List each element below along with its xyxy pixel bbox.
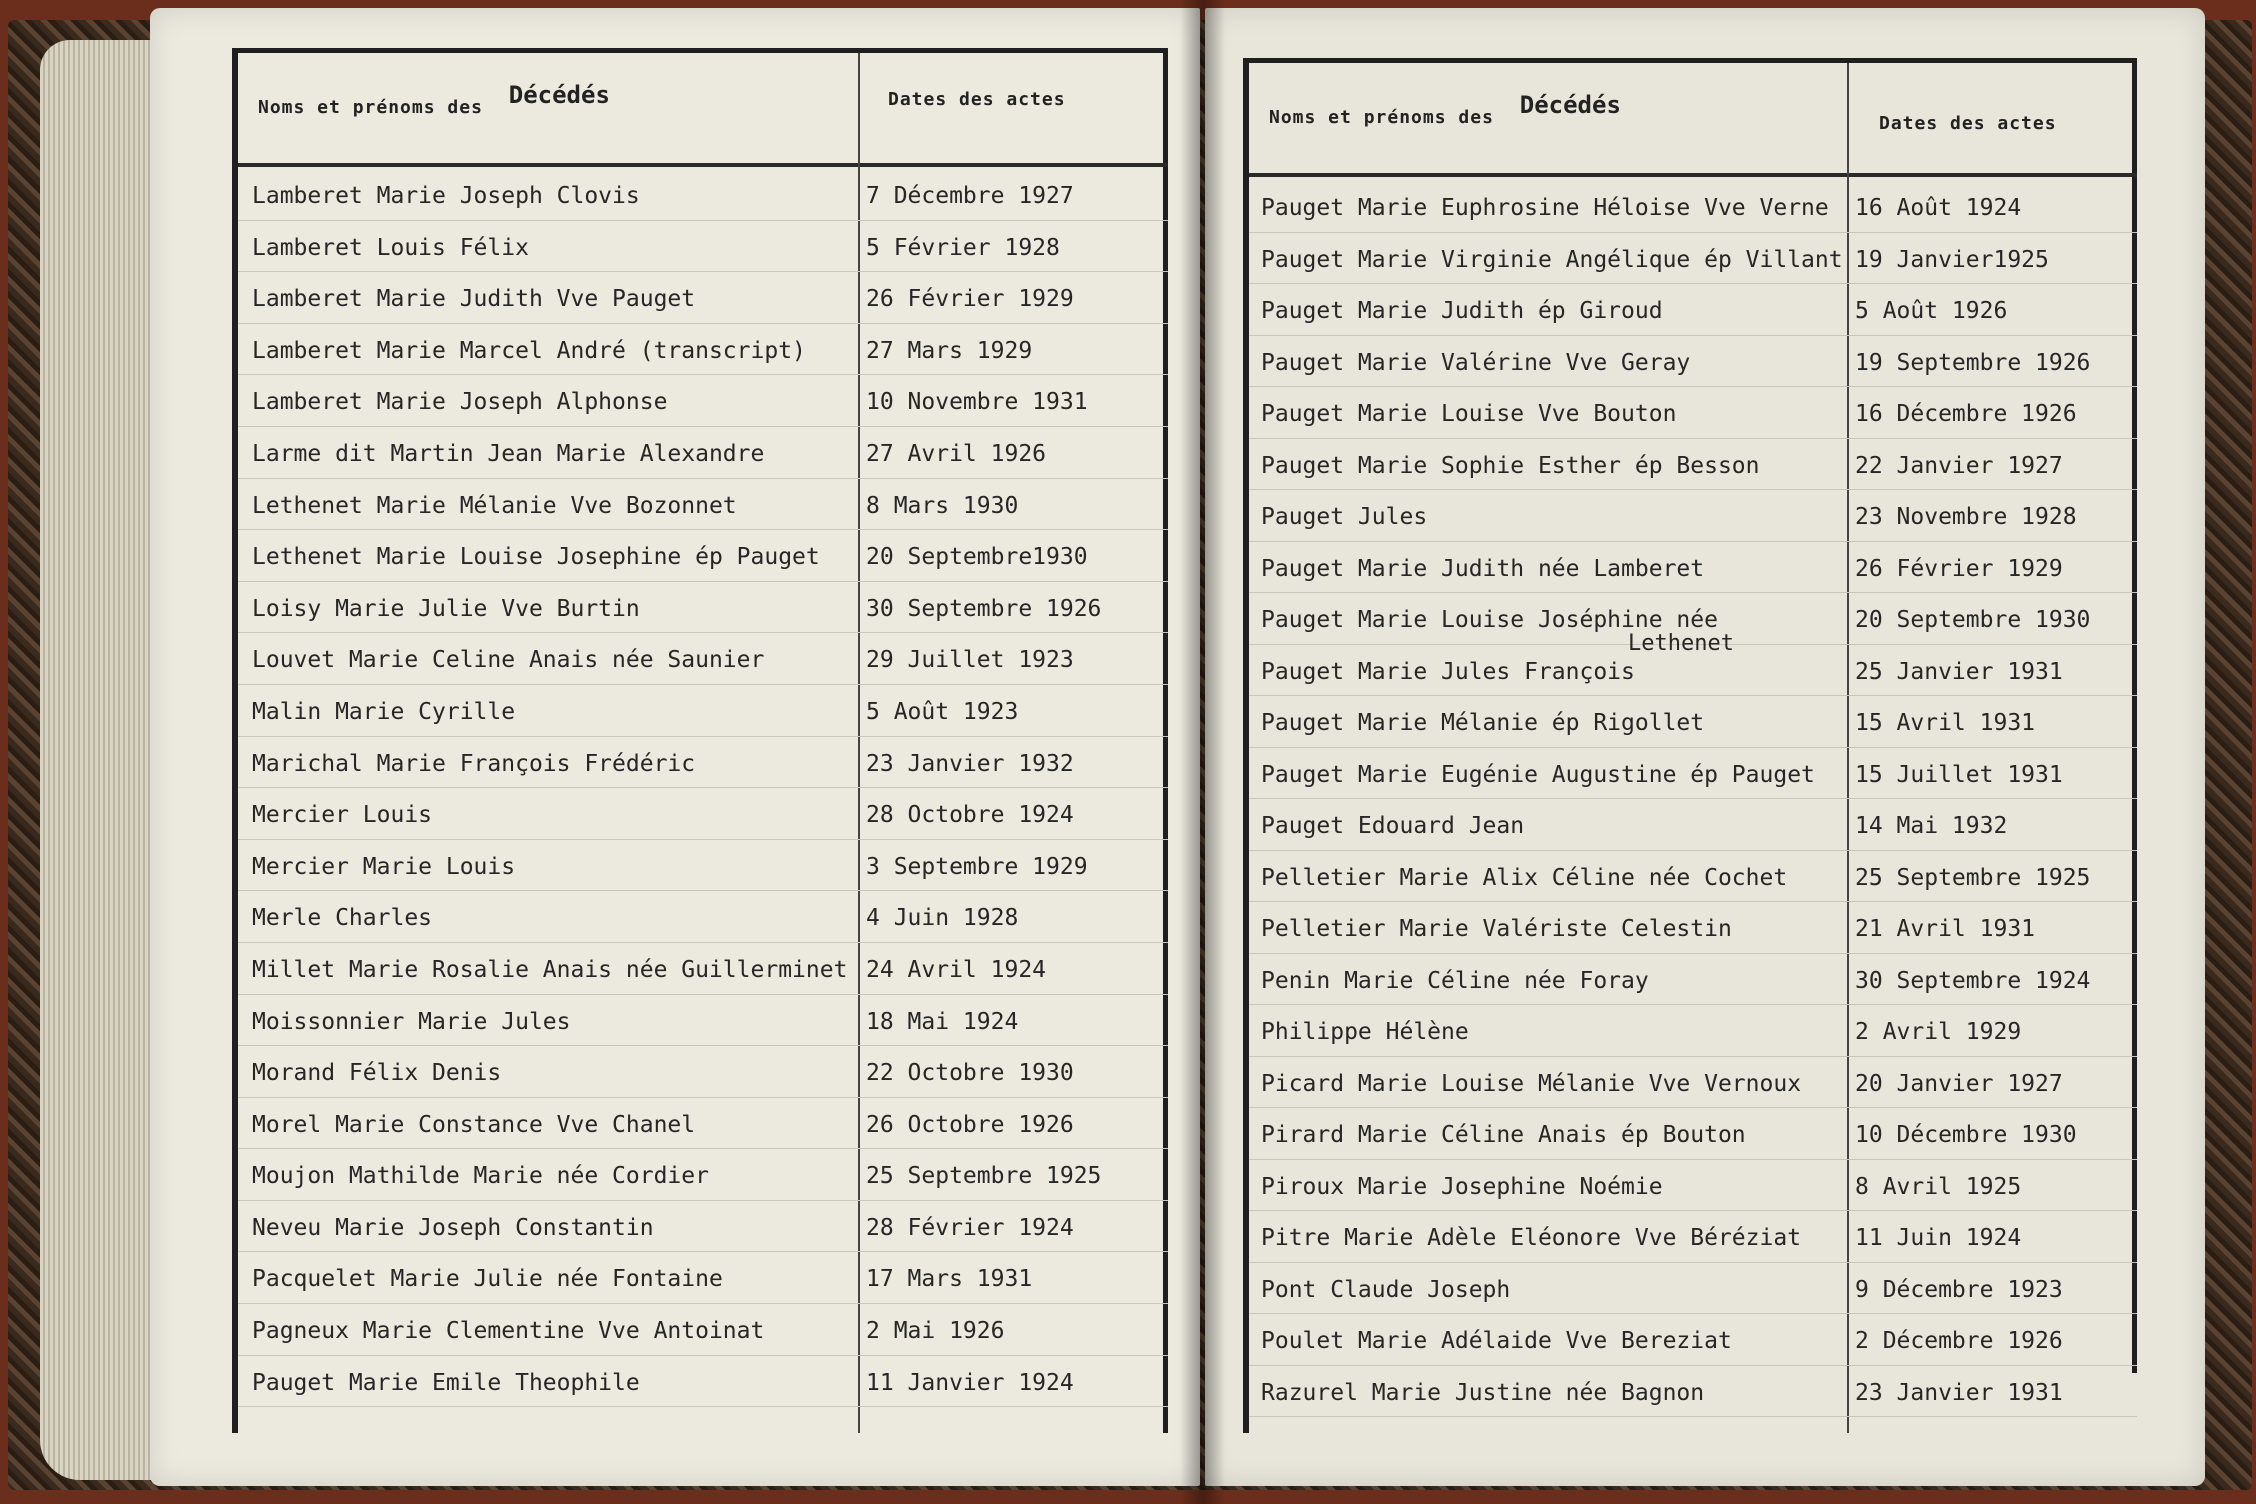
deceased-name bbox=[252, 905, 432, 931]
act-date: 21 Avril 1931 bbox=[1855, 916, 2036, 942]
deceased-name-text: Pauget Marie Mélanie ép Rigollet bbox=[1261, 710, 1705, 736]
deceased-name bbox=[252, 596, 640, 622]
deceased-name-text: Pauget Marie Jules François bbox=[1261, 658, 1635, 685]
deceased-name bbox=[252, 647, 764, 673]
deceased-name-text: Pagneux Marie Clementine Vve Antoinat bbox=[252, 1318, 765, 1345]
right-rows bbox=[1249, 181, 2137, 1417]
deceased-name-text: Pelletier Marie Valériste Celestin bbox=[1261, 916, 1732, 942]
deceased-name bbox=[1261, 401, 1676, 427]
act-date: 20 Septembre 1930 bbox=[1855, 607, 2091, 633]
act-date: 26 Octobre 1926 bbox=[866, 1111, 1074, 1138]
deceased-name-text: Lamberet Marie Joseph Alphonse bbox=[252, 389, 668, 416]
act-date: 5 Août 1926 bbox=[1855, 298, 2008, 324]
act-date: 10 Décembre 1930 bbox=[1855, 1122, 2077, 1148]
act-date: 20 Septembre1930 bbox=[866, 544, 1088, 571]
deceased-name-text: Pirard Marie Céline Anais ép Bouton bbox=[1261, 1122, 1746, 1148]
table-row bbox=[238, 1304, 1168, 1356]
deceased-name-text: Pauget Marie Judith ép Giroud bbox=[1261, 298, 1663, 324]
table-row bbox=[238, 530, 1168, 582]
table-row bbox=[238, 1149, 1168, 1201]
deceased-name bbox=[252, 1163, 709, 1189]
act-date: 27 Avril 1926 bbox=[866, 440, 1047, 467]
deceased-name-text: Pacquelet Marie Julie née Fontaine bbox=[252, 1266, 723, 1293]
deceased-name-text: Pelletier Marie Alix Céline née Cochet bbox=[1261, 864, 1788, 891]
table-row bbox=[238, 375, 1168, 427]
deceased-name bbox=[1261, 504, 1427, 530]
table-row bbox=[1249, 799, 2137, 851]
act-date: 16 Août 1924 bbox=[1855, 195, 2022, 221]
deceased-name bbox=[252, 389, 667, 415]
table-row bbox=[1249, 1057, 2137, 1109]
table-row bbox=[238, 1201, 1168, 1253]
table-row bbox=[1249, 439, 2137, 491]
deceased-name bbox=[1261, 813, 1524, 839]
act-date: 24 Avril 1924 bbox=[866, 956, 1047, 983]
deceased-name-text: Larme dit Martin Jean Marie Alexandre bbox=[252, 440, 765, 467]
deceased-name bbox=[252, 802, 432, 828]
table-row bbox=[238, 633, 1168, 685]
table-row bbox=[238, 427, 1168, 479]
table-row bbox=[238, 582, 1168, 634]
deceased-name bbox=[252, 1370, 640, 1396]
deceased-name-text: Lamberet Louis Félix bbox=[252, 234, 529, 261]
deceased-name-text: Pauget Marie Louise Joséphine née bbox=[1261, 607, 1718, 633]
table-row bbox=[1249, 696, 2137, 748]
deceased-name-text: Moissonnier Marie Jules bbox=[252, 1008, 571, 1035]
table-row bbox=[1249, 490, 2137, 542]
table-row bbox=[238, 479, 1168, 531]
deceased-name bbox=[252, 286, 695, 312]
deceased-name-text: Pauget Marie Eugénie Augustine ép Pauget bbox=[1261, 761, 1815, 788]
deceased-name-text: Loisy Marie Julie Vve Burtin bbox=[252, 595, 640, 622]
deceased-name bbox=[1261, 1071, 1801, 1097]
act-date: 8 Mars 1930 bbox=[866, 492, 1019, 519]
act-date: 17 Mars 1931 bbox=[866, 1266, 1033, 1293]
table-row bbox=[1249, 336, 2137, 388]
deceased-name-text: Moujon Mathilde Marie née Cordier bbox=[252, 1163, 709, 1190]
deceased-name bbox=[1261, 298, 1663, 324]
table-row bbox=[1249, 954, 2137, 1006]
act-date: 23 Janvier 1932 bbox=[866, 750, 1074, 777]
deceased-name-text: Mercier Louis bbox=[252, 802, 433, 829]
act-date: 26 Février 1929 bbox=[866, 286, 1074, 313]
deceased-name bbox=[1261, 865, 1787, 891]
deceased-name-text: Razurel Marie Justine née Bagnon bbox=[1261, 1379, 1705, 1406]
table-row bbox=[1249, 1160, 2137, 1212]
deceased-name bbox=[1261, 1174, 1663, 1200]
table-row bbox=[238, 685, 1168, 737]
deceased-name bbox=[252, 1215, 654, 1241]
deceased-name bbox=[252, 493, 737, 519]
deceased-name-text: Morand Félix Denis bbox=[252, 1060, 502, 1087]
act-date: 2 Décembre 1926 bbox=[1855, 1328, 2063, 1354]
deceased-name-text: Lamberet Marie Joseph Clovis bbox=[252, 183, 640, 209]
act-date: 8 Avril 1925 bbox=[1855, 1173, 2022, 1200]
deceased-name-text: Pauget Marie Virginie Angélique ép Villant bbox=[1261, 246, 1843, 273]
deceased-name bbox=[1261, 1019, 1469, 1045]
act-date: 9 Décembre 1923 bbox=[1855, 1276, 2063, 1303]
deceased-name-text: Morel Marie Constance Vve Chanel bbox=[252, 1111, 696, 1138]
deceased-name bbox=[1261, 659, 1635, 685]
deceased-name bbox=[1261, 195, 1829, 221]
deceased-name bbox=[252, 1266, 723, 1292]
deceased-name-text: Pauget Marie Valérine Vve Geray bbox=[1261, 349, 1691, 376]
deceased-name bbox=[1261, 968, 1649, 994]
deceased-name bbox=[252, 699, 515, 725]
deceased-name bbox=[1261, 916, 1732, 942]
deceased-name bbox=[1261, 556, 1704, 582]
deceased-name-text: Pauget Marie Emile Theophile bbox=[252, 1369, 640, 1396]
act-date: 4 Juin 1928 bbox=[866, 905, 1019, 932]
deceased-name-text: Louvet Marie Celine Anais née Saunier bbox=[252, 647, 765, 674]
act-date: 10 Novembre 1931 bbox=[866, 389, 1088, 416]
left-register-table bbox=[232, 48, 1168, 1433]
table-row bbox=[238, 1046, 1168, 1098]
act-date: 25 Septembre 1925 bbox=[1855, 864, 2091, 891]
deceased-name bbox=[252, 1060, 501, 1086]
act-date: 23 Novembre 1928 bbox=[1855, 504, 2077, 530]
table-row bbox=[238, 840, 1168, 892]
table-row bbox=[1249, 748, 2137, 800]
act-date: 2 Mai 1926 bbox=[866, 1318, 1005, 1345]
deceased-name bbox=[252, 751, 695, 777]
deceased-name bbox=[252, 1112, 695, 1138]
table-row bbox=[1249, 181, 2137, 233]
table-row bbox=[1249, 233, 2137, 285]
act-date: 30 Septembre 1924 bbox=[1855, 967, 2091, 994]
deceased-name bbox=[252, 854, 515, 880]
deceased-name-text: Mercier Marie Louis bbox=[252, 853, 516, 880]
act-date: 22 Octobre 1930 bbox=[866, 1060, 1074, 1087]
deceased-name-text: Lethenet Marie Mélanie Vve Bozonnet bbox=[252, 492, 737, 519]
act-date: 25 Septembre 1925 bbox=[866, 1163, 1102, 1190]
table-row bbox=[238, 1098, 1168, 1150]
deceased-name-text: Pauget Marie Louise Vve Bouton bbox=[1261, 401, 1677, 427]
deceased-name-text: Lamberet Marie Marcel André (transcript) bbox=[252, 337, 806, 364]
act-date: 7 Décembre 1927 bbox=[866, 183, 1074, 209]
deceased-name-text: Pauget Marie Judith née Lamberet bbox=[1261, 555, 1705, 582]
act-date: 26 Février 1929 bbox=[1855, 555, 2063, 582]
deceased-name-text: Neveu Marie Joseph Constantin bbox=[252, 1214, 654, 1241]
deceased-name bbox=[1261, 607, 1734, 656]
table-row bbox=[1249, 851, 2137, 903]
names-column-header: Noms et prénoms des Décédés bbox=[258, 81, 610, 118]
deceased-name bbox=[1261, 350, 1690, 376]
left-rows bbox=[238, 169, 1168, 1407]
act-date: 11 Janvier 1924 bbox=[866, 1369, 1074, 1396]
table-row bbox=[238, 891, 1168, 943]
act-date: 19 Septembre 1926 bbox=[1855, 349, 2091, 376]
deceased-name-text: Pitre Marie Adèle Eléonore Vve Béréziat bbox=[1261, 1225, 1802, 1251]
table-row bbox=[238, 221, 1168, 273]
act-date: 16 Décembre 1926 bbox=[1855, 401, 2077, 427]
table-row bbox=[1249, 593, 2137, 656]
table-row bbox=[238, 737, 1168, 789]
act-date: 23 Janvier 1931 bbox=[1855, 1379, 2063, 1406]
deceased-name bbox=[1261, 247, 1843, 273]
left-table-header bbox=[238, 53, 1168, 167]
table-row bbox=[238, 788, 1168, 840]
act-date: 5 Août 1923 bbox=[866, 698, 1019, 725]
table-row bbox=[1249, 542, 2137, 594]
table-row bbox=[238, 272, 1168, 324]
table-row bbox=[1249, 645, 2137, 697]
table-row bbox=[1249, 1314, 2137, 1366]
deceased-name bbox=[1261, 453, 1760, 479]
deceased-name-text: Piroux Marie Josephine Noémie bbox=[1261, 1173, 1663, 1200]
deceased-name-text: Millet Marie Rosalie Anais née Guillerminet bbox=[252, 956, 848, 983]
act-date: 14 Mai 1932 bbox=[1855, 813, 2008, 839]
table-row bbox=[238, 995, 1168, 1047]
table-row bbox=[1249, 387, 2137, 439]
deceased-name-text: Malin Marie Cyrille bbox=[252, 698, 516, 725]
act-date: 22 Janvier 1927 bbox=[1855, 452, 2063, 479]
act-date: 19 Janvier1925 bbox=[1855, 246, 2049, 273]
deceased-name bbox=[252, 235, 529, 261]
deceased-name-text: Lamberet Marie Judith Vve Pauget bbox=[252, 286, 696, 313]
act-date: 2 Avril 1929 bbox=[1855, 1019, 2022, 1045]
act-date: 27 Mars 1929 bbox=[866, 337, 1033, 364]
deceased-name-continued: Lethenet bbox=[1628, 631, 1734, 656]
table-row bbox=[1249, 1108, 2137, 1160]
deceased-name bbox=[252, 338, 806, 364]
table-row bbox=[238, 943, 1168, 995]
deceased-name bbox=[252, 441, 764, 467]
deceased-name-text: Picard Marie Louise Mélanie Vve Vernoux bbox=[1261, 1070, 1802, 1097]
table-row bbox=[238, 324, 1168, 376]
act-date: 3 Septembre 1929 bbox=[866, 853, 1088, 880]
deceased-name bbox=[1261, 1380, 1704, 1406]
act-date: 18 Mai 1924 bbox=[866, 1008, 1019, 1035]
deceased-name bbox=[1261, 1328, 1732, 1354]
deceased-label: Décédés bbox=[1519, 91, 1621, 119]
act-date: 5 Février 1928 bbox=[866, 234, 1060, 261]
act-date: 28 Février 1924 bbox=[866, 1214, 1074, 1241]
act-date: 15 Juillet 1931 bbox=[1855, 761, 2063, 788]
table-row bbox=[238, 1252, 1168, 1304]
deceased-name-text: Pont Claude Joseph bbox=[1261, 1276, 1511, 1303]
deceased-name bbox=[1261, 1122, 1746, 1148]
deceased-name bbox=[252, 544, 820, 570]
act-date: 29 Juillet 1923 bbox=[866, 647, 1074, 674]
deceased-name-text: Pauget Jules bbox=[1261, 504, 1428, 530]
deceased-label: Décédés bbox=[508, 81, 610, 109]
deceased-name-text: Pauget Edouard Jean bbox=[1261, 813, 1525, 839]
deceased-name bbox=[1261, 1277, 1510, 1303]
names-column-header: Noms et prénoms des Décédés bbox=[1269, 91, 1621, 128]
dates-column-header: Dates des actes bbox=[888, 89, 1066, 110]
act-date: 15 Avril 1931 bbox=[1855, 710, 2036, 736]
act-date: 20 Janvier 1927 bbox=[1855, 1070, 2063, 1097]
act-date: 28 Octobre 1924 bbox=[866, 802, 1074, 829]
table-row bbox=[1249, 284, 2137, 336]
right-table-header bbox=[1249, 63, 2137, 177]
act-date: 11 Juin 1924 bbox=[1855, 1225, 2022, 1251]
table-row bbox=[1249, 1211, 2137, 1263]
deceased-name bbox=[252, 957, 847, 983]
table-row bbox=[1249, 1366, 2137, 1418]
deceased-name bbox=[1261, 1225, 1801, 1251]
deceased-name-text: Merle Charles bbox=[252, 905, 433, 932]
deceased-name bbox=[1261, 710, 1704, 736]
table-row bbox=[1249, 1263, 2137, 1315]
deceased-name-text: Philippe Hélène bbox=[1261, 1019, 1469, 1045]
table-row bbox=[238, 169, 1168, 221]
table-row bbox=[238, 1356, 1168, 1408]
deceased-name-text: Pauget Marie Sophie Esther ép Besson bbox=[1261, 452, 1760, 479]
act-date: 30 Septembre 1926 bbox=[866, 595, 1102, 622]
deceased-name bbox=[252, 1009, 571, 1035]
act-date: 25 Janvier 1931 bbox=[1855, 658, 2063, 685]
deceased-name bbox=[252, 1318, 764, 1344]
right-register-table bbox=[1243, 58, 2137, 1433]
deceased-name bbox=[1261, 762, 1815, 788]
deceased-name-text: Marichal Marie François Frédéric bbox=[252, 750, 696, 777]
table-row bbox=[1249, 902, 2137, 954]
deceased-name-text: Poulet Marie Adélaide Vve Bereziat bbox=[1261, 1328, 1732, 1354]
deceased-name-text: Penin Marie Céline née Foray bbox=[1261, 967, 1649, 994]
deceased-name bbox=[252, 183, 640, 209]
dates-column-header: Dates des actes bbox=[1879, 113, 2057, 134]
book-gutter bbox=[1180, 0, 1225, 1504]
deceased-name-text: Pauget Marie Euphrosine Héloise Vve Verne bbox=[1261, 195, 1829, 221]
table-row bbox=[1249, 1005, 2137, 1057]
deceased-name-text: Lethenet Marie Louise Josephine ép Pauget bbox=[252, 544, 820, 571]
